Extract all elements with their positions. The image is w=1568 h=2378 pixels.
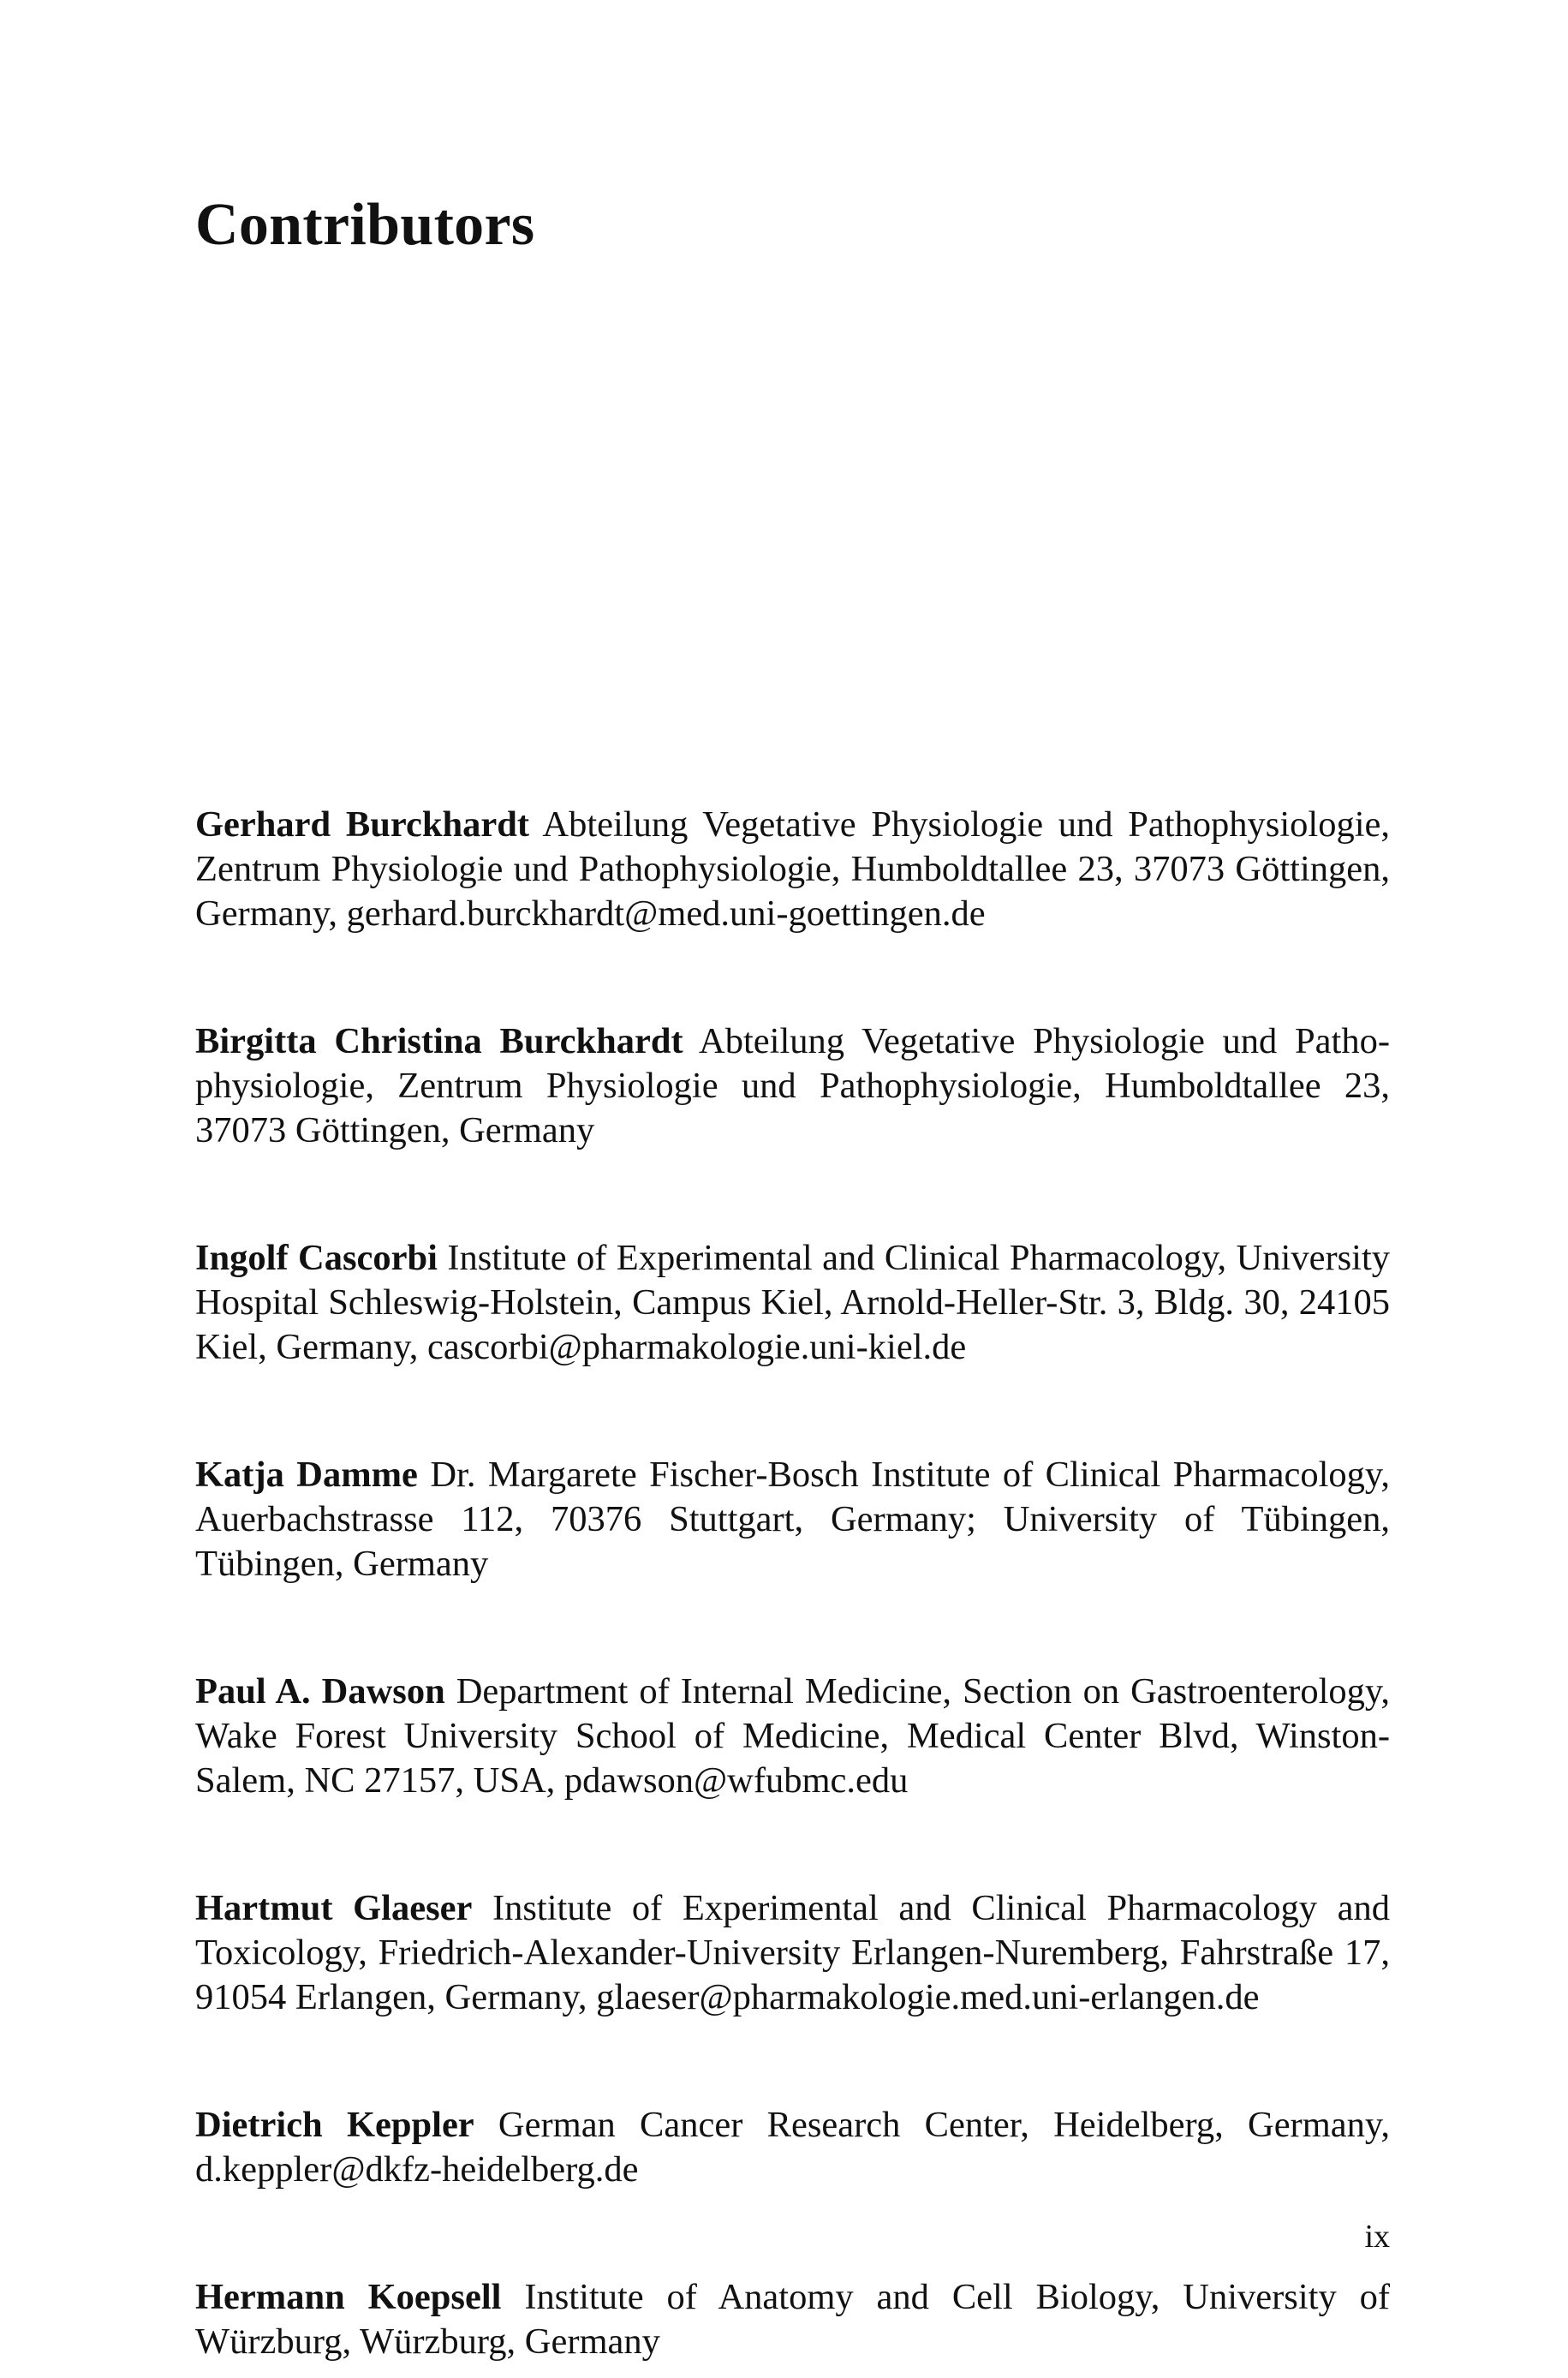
contributor-entry (195, 1670, 1390, 1803)
contributor-affiliation: Institute of Experimental and Clinical Pharmacology and Toxicology, Friedrich-Alexander-University Erlangen-Nuremberg, Fahrstraße 17, 91054 Erlangen, Germany, glaeser@pharmakologie.med.uni-erlangen.de (195, 1888, 1391, 2017)
contributor-entry (195, 2275, 1390, 2364)
contributor-affiliation: Institute of Anatomy and Cell Biology, University of Würzburg, Würzburg, Germany (195, 2277, 1390, 2362)
contributor-entry (195, 803, 1390, 936)
contributor-name: Paul A. Dawson (195, 1671, 445, 1712)
contributor-name: Hermann Koepsell (195, 2277, 502, 2317)
contributor-name: Hartmut Glaeser (195, 1888, 473, 1928)
contributor-entry (195, 1236, 1390, 1370)
contributor-entry (195, 1019, 1390, 1153)
contributor-affiliation: Department of Internal Medicine, Section on Gastroenterology, Wake Forest University School of Medicine, Medical Center Blvd, Winston-Salem, NC 27157, USA, pdawson@wfubmc.edu (195, 1671, 1390, 1801)
contributor-affiliation: Abteilung Vegetative Physiologie und Pathophysiologie, Zentrum Physiologie und Pathophysiologie, Humboldtallee 23, 37073 Göttingen, Germany (195, 1021, 1391, 1150)
contributor-affiliation: German Cancer Research Center, Heidelberg, Germany, d.keppler@dkfz-heidelberg.de (195, 2105, 1390, 2190)
contributor-name: Gerhard Burckhardt (195, 804, 529, 845)
contributor-affiliation: Abteilung Vegetative Physiologie und Pathophysiologie, Zentrum Physiologie und Pathophysiologie, Humboldtallee 23, 37073 Göttingen, Germany, gerhard.burckhardt@med.uni-goettingen.de (195, 804, 1391, 934)
contributor-name: Katja Damme (195, 1455, 418, 1495)
contributor-list (195, 803, 1390, 2364)
contributor-name: Birgitta Christina Burckhardt (195, 1021, 683, 1061)
contributor-entry (195, 2103, 1390, 2192)
page-number: ix (1364, 2219, 1390, 2255)
contributor-name: Ingolf Cascorbi (195, 1238, 438, 1278)
contributor-affiliation: Institute of Experimental and Clinical Pharmacology, University Hospital Schleswig-Holstein, Campus Kiel, Arnold-Heller-Str. 3, Bldg. 30, 24105 Kiel, Germany, cascorbi@pharmakologie.uni-kiel.de (195, 1238, 1390, 1367)
contributor-name: Dietrich Keppler (195, 2105, 474, 2145)
contributor-entry (195, 1886, 1390, 2020)
page-title: Contributors (195, 192, 535, 258)
contributor-affiliation: Dr. Margarete Fischer-Bosch Institute of Clinical Pharmacology, Auerbachstrasse 112, 70376 Stuttgart, Germany; University of Tübingen, Tübingen, Germany (195, 1455, 1390, 1584)
contributor-entry (195, 1453, 1390, 1586)
